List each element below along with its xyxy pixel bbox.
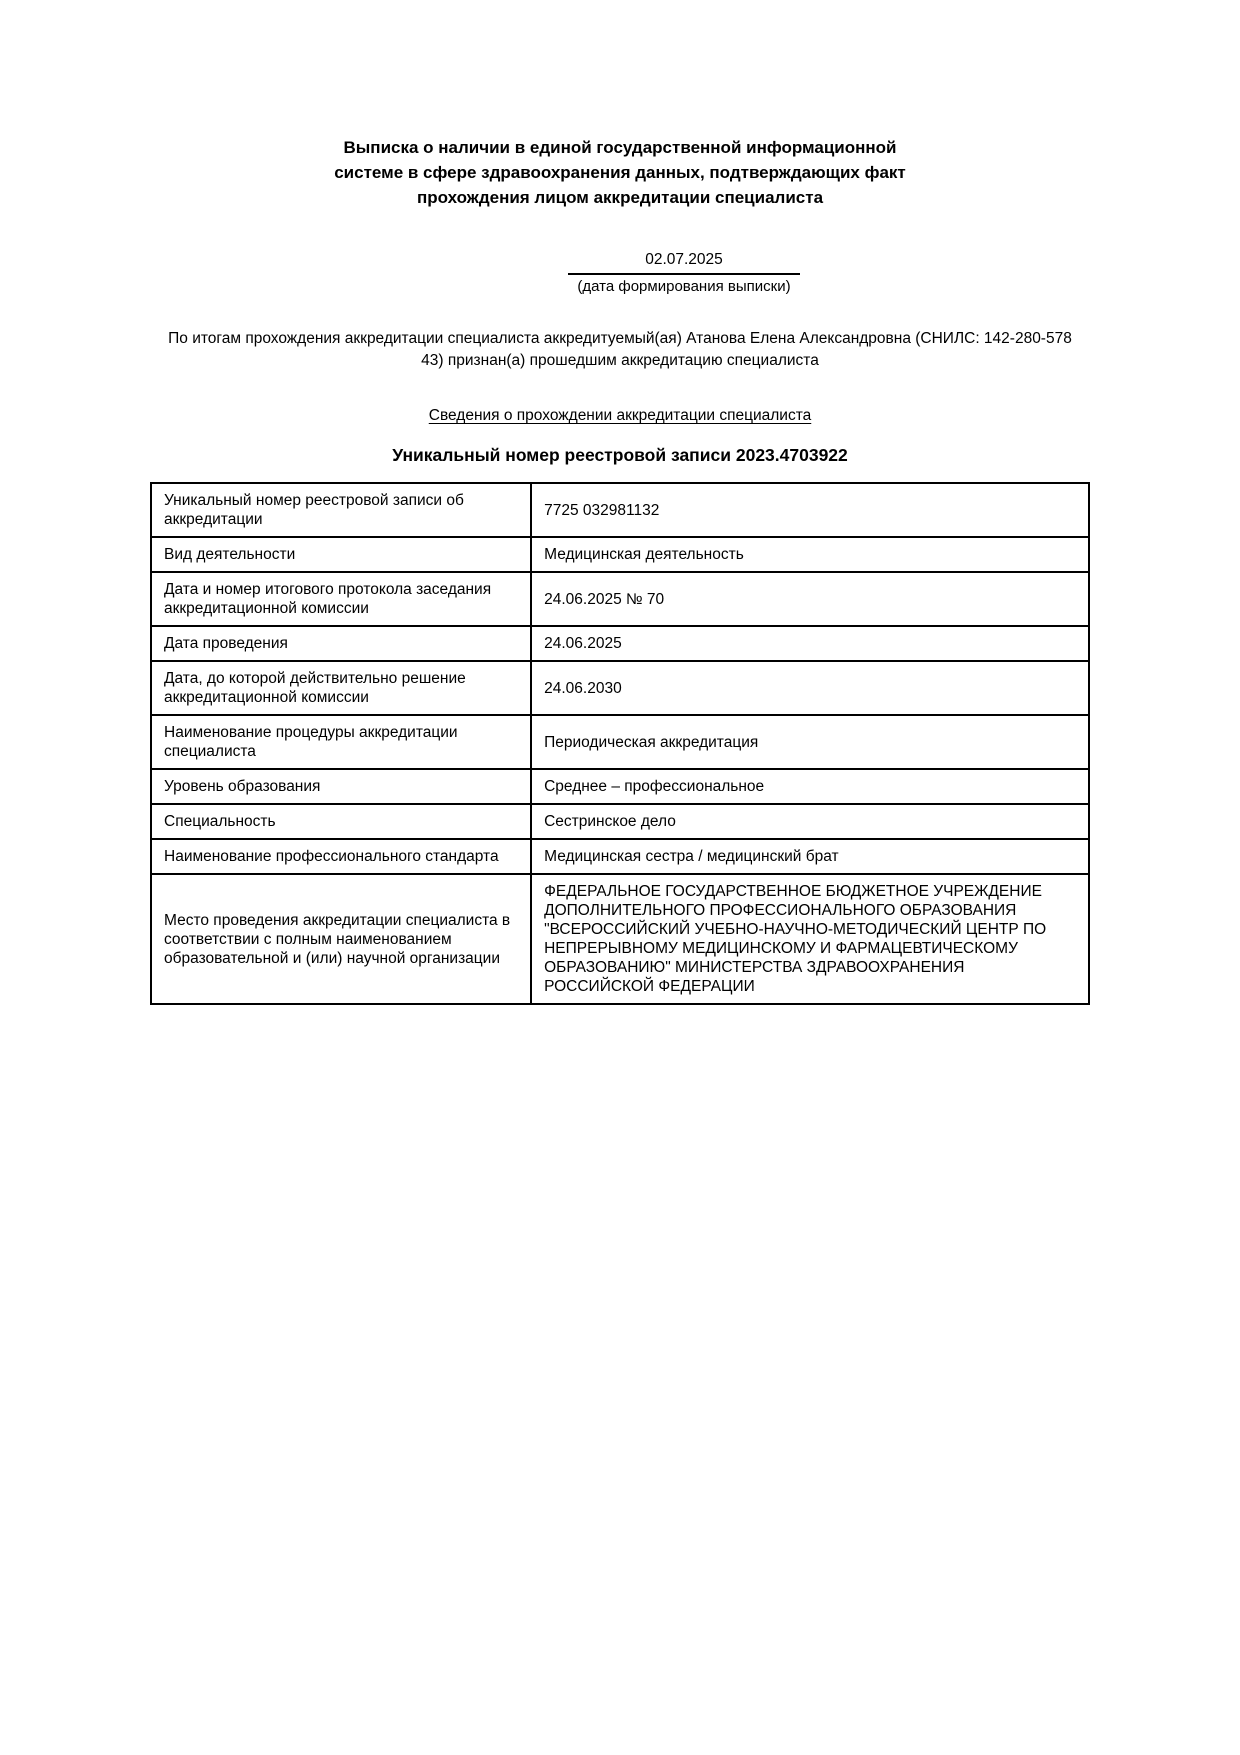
- table-row-valid-until-date: [151, 661, 1089, 715]
- row-label: Дата и номер итогового протокола заседания аккредитационной комиссии: [151, 572, 531, 626]
- accreditation-table: [150, 482, 1090, 1005]
- row-value: Медицинская сестра / медицинский брат: [531, 839, 1089, 874]
- table-row-accreditation-procedure: [151, 715, 1089, 769]
- row-value: ФЕДЕРАЛЬНОЕ ГОСУДАРСТВЕННОЕ БЮДЖЕТНОЕ УЧРЕЖДЕНИЕ ДОПОЛНИТЕЛЬНОГО ПРОФЕССИОНАЛЬНОГО ОБРАЗОВАНИЯ "ВСЕРОССИЙСКИЙ УЧЕБНО-НАУЧНО-МЕТОДИЧЕСКИЙ ЦЕНТР ПО НЕПРЕРЫВНОМУ МЕДИЦИНСКОМУ И ФАРМАЦЕВТИЧЕСКОМУ ОБРАЗОВАНИЮ" МИНИСТЕРСТВА ЗДРАВООХРАНЕНИЯ РОССИЙСКОЙ ФЕДЕРАЦИИ: [531, 874, 1089, 1004]
- row-label: Вид деятельности: [151, 537, 531, 572]
- row-label: Уровень образования: [151, 769, 531, 804]
- registry-record-title: Уникальный номер реестровой записи 2023.4703922: [392, 445, 848, 465]
- row-label: Наименование профессионального стандарта: [151, 839, 531, 874]
- document-title-line: Выписка о наличии в единой государственной информационной: [343, 138, 897, 157]
- row-label: Уникальный номер реестровой записи об аккредитации: [151, 483, 531, 537]
- row-value: Среднее – профессиональное: [531, 769, 1089, 804]
- row-label: Место проведения аккредитации специалиста в соответствии с полным наименованием образовательной и (или) научной организации: [151, 874, 531, 1004]
- table-row-education-level: [151, 769, 1089, 804]
- row-label: Специальность: [151, 804, 531, 839]
- document-title-line: системе в сфере здравоохранения данных, подтверждающих факт: [334, 163, 906, 182]
- document-title: [150, 135, 1090, 210]
- row-value: Периодическая аккредитация: [531, 715, 1089, 769]
- row-value: 24.06.2025 № 70: [531, 572, 1089, 626]
- table-row-registry-number: [151, 483, 1089, 537]
- table-row-protocol-date-number: [151, 572, 1089, 626]
- row-label: Дата, до которой действительно решение аккредитационной комиссии: [151, 661, 531, 715]
- row-value: 24.06.2025: [531, 626, 1089, 661]
- intro-paragraph: [150, 328, 1090, 372]
- table-row-activity-type: [151, 537, 1089, 572]
- table-row-specialty: [151, 804, 1089, 839]
- table-row-exam-date: [151, 626, 1089, 661]
- table-row-professional-standard: [151, 839, 1089, 874]
- issue-date: 02.07.2025: [568, 250, 800, 275]
- row-label: Наименование процедуры аккредитации специалиста: [151, 715, 531, 769]
- row-value: Сестринское дело: [531, 804, 1089, 839]
- intro-paragraph-line: 43) признан(а) прошедшим аккредитацию специалиста: [421, 352, 819, 369]
- row-value: 7725 032981132: [531, 483, 1089, 537]
- document-title-line: прохождения лицом аккредитации специалиста: [416, 188, 824, 207]
- row-label: Дата проведения: [151, 626, 531, 661]
- issue-date-block: [568, 250, 800, 296]
- issue-date-caption: (дата формирования выписки): [577, 278, 791, 295]
- row-value: 24.06.2030: [531, 661, 1089, 715]
- table-row-organization: [151, 874, 1089, 1004]
- row-value: Медицинская деятельность: [531, 537, 1089, 572]
- intro-paragraph-line: По итогам прохождения аккредитации специалиста аккредитуемый(ая) Атанова Елена Александровна (СНИЛС: 142-280-578: [168, 330, 1072, 347]
- section-heading: Сведения о прохождении аккредитации специалиста: [428, 407, 812, 424]
